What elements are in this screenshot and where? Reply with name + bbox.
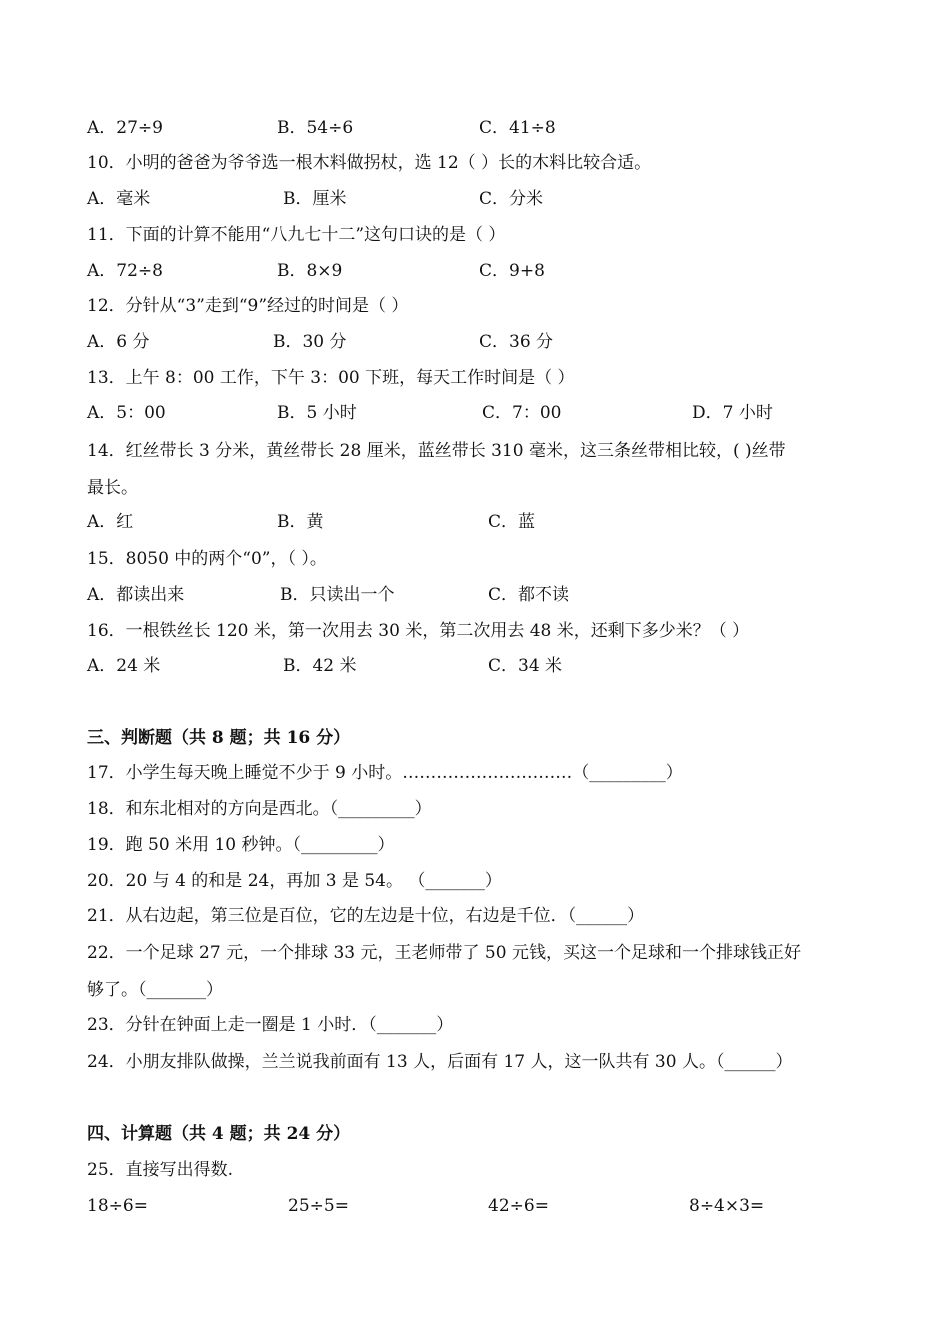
q17: 17．小学生每天晚上睡觉不少于 9 小时。…………………………（_________） [87, 763, 683, 783]
q15-option-c: C．都不读 [488, 585, 570, 605]
q15-option-a: A．都读出来 [87, 585, 185, 605]
q14-option-c: C．蓝 [488, 512, 536, 532]
q16-option-a: A．24 米 [87, 656, 161, 676]
q12-option-b: B．30 分 [273, 332, 347, 352]
q16-stem: 16．一根铁丝长 120 米，第一次用去 30 米，第二次用去 48 米，还剩下多少米？（ ） [87, 621, 750, 641]
q23: 23．分针在钟面上走一圈是 1 小时．（_______） [87, 1015, 454, 1035]
q15-option-b: B．只读出一个 [280, 585, 395, 605]
q22-line2: 够了。（_______） [87, 980, 223, 1000]
q13-option-a: A．5：00 [87, 403, 166, 423]
q14-option-a: A．红 [87, 512, 134, 532]
q15-stem: 15．8050 中的两个“0”，（ ）。 [87, 549, 327, 569]
q10-stem: 10．小明的爸爸为爷爷选一根木料做拐杖，选 12（ ）长的木料比较合适。 [87, 153, 652, 173]
q25-expr-3: 42÷6= [488, 1196, 549, 1216]
q9-option-c: C．41÷8 [479, 118, 556, 138]
q12-option-a: A．6 分 [87, 332, 150, 352]
q14-option-b: B．黄 [277, 512, 324, 532]
q20: 20．20 与 4 的和是 24，再加 3 是 54。 （_______） [87, 871, 502, 891]
q19: 19．跑 50 米用 10 秒钟。（_________） [87, 835, 395, 855]
q25-expr-2: 25÷5= [288, 1196, 349, 1216]
q25-stem: 25．直接写出得数. [87, 1160, 234, 1180]
section-4-heading: 四、计算题（共 4 题；共 24 分） [87, 1124, 351, 1144]
q18: 18．和东北相对的方向是西北。（_________） [87, 799, 432, 819]
q11-option-c: C．9+8 [479, 261, 545, 281]
q11-option-a: A．72÷8 [87, 261, 163, 281]
section-3-heading: 三、判断题（共 8 题；共 16 分） [87, 728, 351, 748]
q13-option-d: D．7 小时 [692, 403, 773, 423]
q13-option-c: C．7：00 [482, 403, 562, 423]
q10-option-a: A．毫米 [87, 189, 151, 209]
q13-option-b: B．5 小时 [277, 403, 357, 423]
q10-option-c: C．分米 [479, 189, 544, 209]
q24: 24．小朋友排队做操，兰兰说我前面有 13 人，后面有 17 人，这一队共有 30 人。（______） [87, 1052, 793, 1072]
q16-option-c: C．34 米 [488, 656, 563, 676]
q10-option-b: B．厘米 [283, 189, 347, 209]
q12-stem: 12．分针从“3”走到“9”经过的时间是（ ） [87, 296, 409, 316]
q22-line1: 22．一个足球 27 元，一个排球 33 元，王老师带了 50 元钱，买这一个足球和一个排球钱正好 [87, 943, 801, 963]
q9-option-a: A．27÷9 [87, 118, 163, 138]
q16-option-b: B．42 米 [283, 656, 357, 676]
q25-expr-1: 18÷6= [87, 1196, 148, 1216]
q12-option-c: C．36 分 [479, 332, 554, 352]
q21: 21．从右边起，第三位是百位，它的左边是十位，右边是千位．（______） [87, 906, 645, 926]
q14-stem-line1: 14．红丝带长 3 分米，黄丝带长 28 厘米，蓝丝带长 310 毫米，这三条丝带相比较，( )丝带 [87, 441, 786, 461]
q14-stem-line2: 最长。 [87, 478, 138, 498]
q9-option-b: B．54÷6 [277, 118, 354, 138]
q13-stem: 13．上午 8：00 工作，下午 3：00 下班，每天工作时间是（ ） [87, 368, 575, 388]
q11-stem: 11．下面的计算不能用“八九七十二”这句口诀的是（ ） [87, 225, 506, 245]
q25-expr-4: 8÷4×3= [689, 1196, 765, 1216]
q11-option-b: B．8×9 [277, 261, 343, 281]
